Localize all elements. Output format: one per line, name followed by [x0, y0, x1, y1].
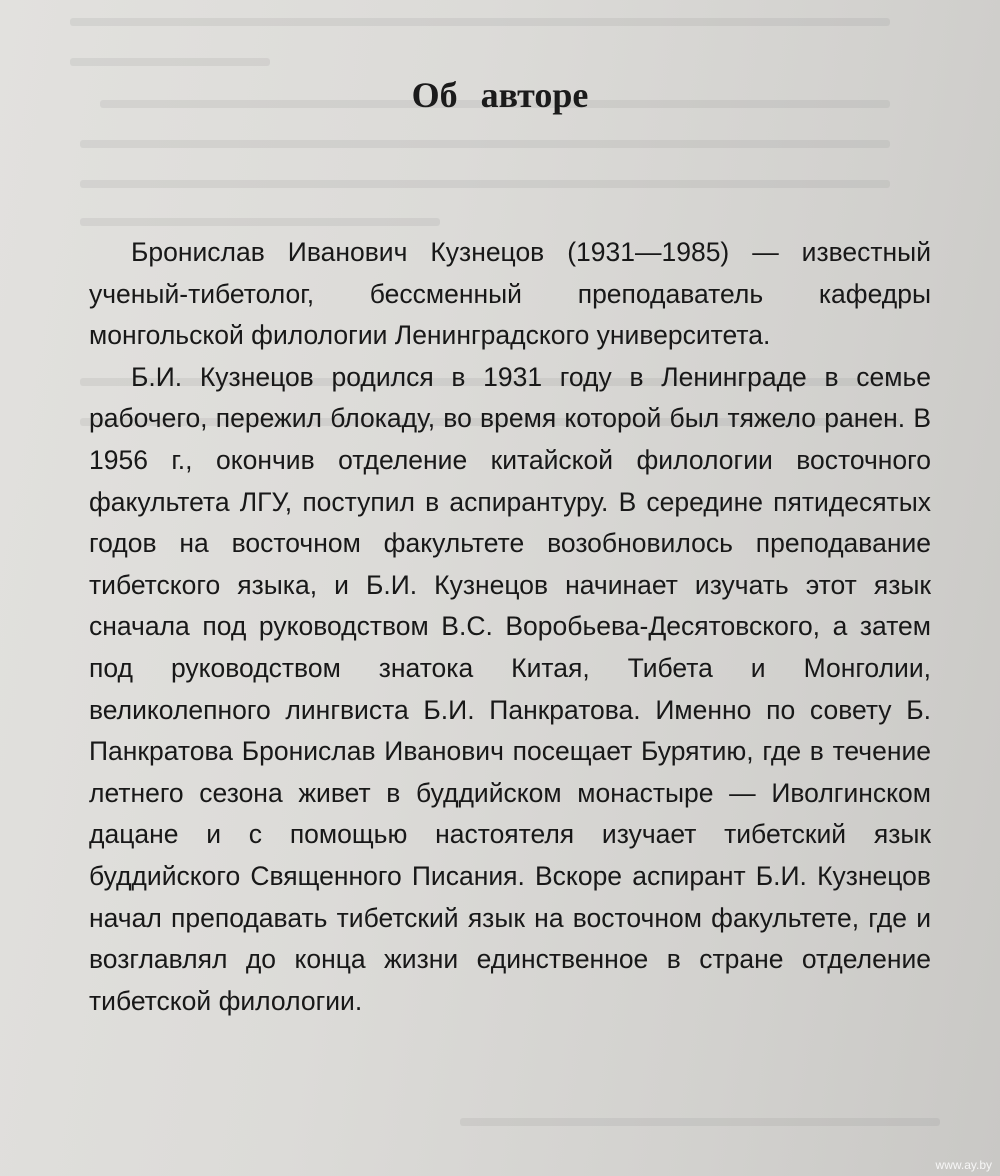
- page-title: Об авторе: [411, 75, 589, 115]
- watermark: www.ay.by: [935, 1158, 992, 1172]
- article-body: [89, 232, 931, 1022]
- paragraph: Бронислав Иванович Кузнецов (1931—1985) — известный ученый-тибетолог, бессменный преподаватель кафедры монгольской филологии Ленинградского университета.: [89, 237, 931, 351]
- paragraph: Б.И. Кузнецов родился в 1931 году в Ленинграде в семье рабочего, пережил блокаду, во время которой был тяжело ранен. В 1956 г., окончив отделение китайской филологии восточного факультета ЛГУ, поступил в аспирантуру. В середине пятидесятых годов на восточном факультете возобновилось преподавание тибетского языка, и Б.И. Кузнецов начинает изучать этот язык сначала под руководством В.С. Воробьева-Десятовского, а затем под руководством знатока Китая, Тибета и Монголии, великолепного лингвиста Б.И. Панкратова. Именно по совету Б. Панкратова Бронислав Иванович посещает Бурятию, где в течение летнего сезона живет в буддийском монастыре — Иволгинском дацане и с помощью настоятеля изучает тибетский язык буддийского Священного Писания. Вскоре аспирант Б.И. Кузнецов начал преподавать тибетский язык на восточном факультете, где и возглавлял до конца жизни единственное в стране отделение тибетской филологии.: [89, 361, 931, 1016]
